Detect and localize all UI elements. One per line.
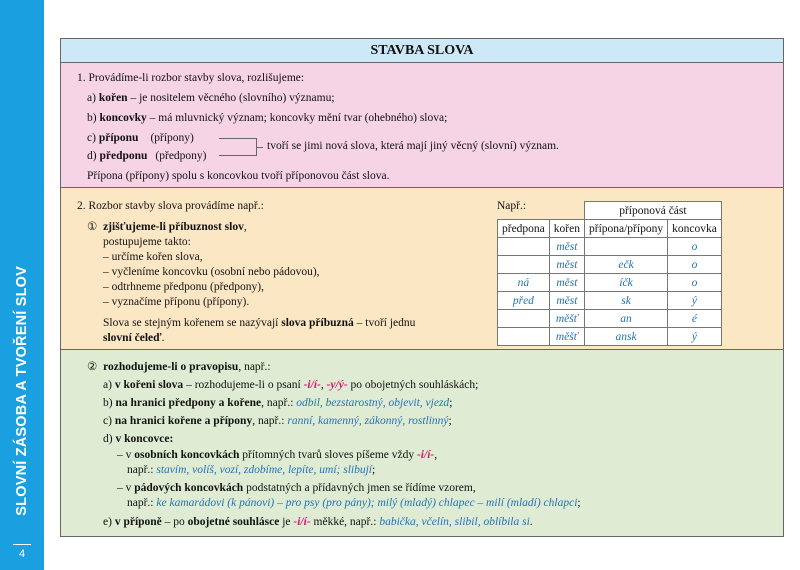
s3-point-2-num: ②	[87, 361, 98, 373]
table-cell: ý	[668, 292, 722, 310]
s2-family-text-2: – tvoří jednu	[353, 317, 416, 329]
s3-b-text: , např.:	[261, 397, 297, 409]
s1-bracket	[219, 138, 257, 156]
table-cell: ná	[498, 274, 550, 292]
s3-d1-end: ;	[372, 464, 376, 476]
s2-point-1-comma: ,	[243, 221, 247, 233]
s2-family-text: Slova se stejným kořenem se nazývají	[103, 317, 282, 329]
table-row	[498, 292, 722, 310]
s3-e-end: .	[529, 516, 533, 528]
s2-point-1	[87, 220, 247, 235]
table-cell: é	[668, 310, 722, 328]
table-cell	[498, 238, 550, 256]
s3-c-examples: ranní, kamenný, zákonný, rostlinný	[287, 415, 449, 427]
s3-d2	[117, 481, 476, 496]
s2-family-term-2: slovní čeleď	[103, 332, 162, 344]
sidebar	[0, 0, 44, 570]
s1-item-b	[87, 111, 447, 126]
s3-d2-l2-prefix: např.:	[127, 497, 157, 509]
table-cell	[498, 310, 550, 328]
s3-d1	[117, 448, 437, 463]
table-cell: ečk	[584, 256, 667, 274]
page-number-rule	[13, 544, 31, 545]
s1-d-term: předponu	[99, 150, 148, 162]
table-header-row	[498, 220, 722, 238]
s3-point-2	[87, 360, 271, 375]
s3-d2-text: podstatných a přídavných jmen se řídíme vzorem,	[243, 482, 476, 494]
content-frame	[60, 38, 784, 537]
table-cell: o	[668, 274, 722, 292]
s3-d1-term: osobních koncovkách	[134, 449, 240, 461]
s1-bracket-tick	[257, 147, 263, 148]
s3-a-text-2: po obojetných souhláskách;	[347, 379, 479, 391]
s1-d-text: (předpony)	[155, 150, 207, 162]
s2-step: – vyčleníme koncovku (osobní nebo pádovou),	[103, 266, 320, 278]
table-row	[498, 310, 722, 328]
s2-point-1-term: zjišťujeme-li příbuznost slov	[103, 221, 244, 233]
s3-e-examples: babička, včelín, slibil, oblíbila si	[379, 516, 530, 528]
s3-d1-l2	[127, 463, 375, 478]
s2-step: – vyznačíme příponu (přípony).	[103, 296, 250, 308]
s3-d1-text: přítomných tvarů sloves píšeme vždy	[239, 449, 417, 461]
table-group-row	[498, 202, 722, 220]
page-number: 4	[18, 548, 26, 560]
section-2	[61, 188, 783, 350]
s2-example-label: Např.:	[497, 200, 527, 212]
s3-a-text: – rozhodujeme-li o psaní	[183, 379, 304, 391]
table-cell	[498, 328, 550, 346]
table-cell: ý	[668, 328, 722, 346]
section-3	[61, 350, 783, 536]
s3-item-c	[103, 414, 452, 429]
s1-c-text: (přípony)	[150, 132, 194, 144]
table-header: koncovka	[668, 220, 722, 238]
s3-b-term: na hranici předpony a kořene	[115, 397, 262, 409]
s2-point-1-num: ①	[87, 221, 98, 233]
s3-item-d	[103, 432, 173, 447]
s3-point-2-term: rozhodujeme-li o pravopisu	[103, 361, 239, 373]
s3-item-b	[103, 396, 452, 411]
s3-d2-prefix: – v	[117, 482, 135, 494]
table-cell: měšť	[549, 310, 584, 328]
s3-d-prefix: d)	[103, 433, 116, 445]
table-cell: íčk	[584, 274, 667, 292]
s3-e-text-3: měkké, např.:	[310, 516, 380, 528]
s3-c-end: ;	[448, 415, 452, 427]
table-cell: měšť	[549, 328, 584, 346]
s1-a-prefix: a)	[87, 92, 99, 104]
table-row	[498, 256, 722, 274]
s3-d1-l2-prefix: např.:	[127, 464, 157, 476]
s1-b-prefix: b)	[87, 112, 100, 124]
s1-b-text: – má mluvnický význam; koncovky mění tvar (ohebného) slova;	[146, 112, 448, 124]
s1-bracket-note: tvoří se jimi nová slova, která mají jiný věcný (slovní) význam.	[267, 140, 559, 152]
s3-d2-end: ;	[577, 497, 581, 509]
s3-d-term: v koncovce:	[115, 433, 174, 445]
s3-item-a	[103, 378, 478, 393]
s3-e-text-2: je	[279, 516, 294, 528]
s3-d1-examples: stavím, volíš, vozí, zdobíme, lepíte, umí; slibují	[156, 464, 372, 476]
table-cell: o	[668, 256, 722, 274]
s1-b-term: koncovky	[99, 112, 147, 124]
table-cell: měst	[549, 292, 584, 310]
s3-e-term-2: obojetné souhlásce	[187, 516, 280, 528]
s3-c-prefix: c)	[103, 415, 115, 427]
s3-d2-term: pádových koncovkách	[134, 482, 244, 494]
s3-b-prefix: b)	[103, 397, 116, 409]
s1-a-text: – je nositelem věcného (slovního) významu;	[127, 92, 335, 104]
table-row	[498, 328, 722, 346]
table-cell	[498, 256, 550, 274]
s1-a-term: kořen	[98, 92, 128, 104]
s3-c-term: na hranici kořene a přípony	[114, 415, 253, 427]
s1-item-d	[87, 149, 207, 164]
table-cell: měst	[549, 238, 584, 256]
s3-d1-prefix: – v	[117, 449, 135, 461]
s3-a-highlight: -i/í-	[303, 379, 321, 391]
table-cell: měst	[549, 256, 584, 274]
s2-step: – odtrhneme předponu (předpony),	[103, 281, 264, 293]
sidebar-title-wrap	[8, 36, 36, 516]
table-cell: měst	[549, 274, 584, 292]
s3-b-examples: odbil, bezstarostný, objevit, vjezd	[296, 397, 450, 409]
table-cell: an	[584, 310, 667, 328]
table-group-header: příponová část	[584, 202, 721, 220]
s3-e-term: v příponě	[114, 516, 162, 528]
s3-b-end: ;	[449, 397, 453, 409]
s1-c-term: příponu	[98, 132, 139, 144]
s2-point-1-l2: postupujeme takto:	[103, 236, 191, 248]
table-cell: před	[498, 292, 550, 310]
s2-family-end: .	[161, 332, 165, 344]
s3-e-highlight: -i/í-	[293, 516, 311, 528]
s1-c-prefix: c)	[87, 132, 99, 144]
s3-d2-l2	[127, 496, 581, 511]
s3-d1-comma: ,	[434, 449, 438, 461]
s3-d1-highlight: -i/í-	[416, 449, 435, 461]
morpheme-table	[497, 201, 722, 346]
page-title: STAVBA SLOVA	[61, 39, 783, 63]
s2-family-l1	[103, 316, 415, 331]
s3-item-e	[103, 515, 533, 530]
s2-family-term: slova příbuzná	[281, 317, 354, 329]
s3-d2-examples: ke kamarádovi (k pánovi) – pro psy (pro pány); milý (mladý) chlapec – milí (mladí) chlapci	[156, 497, 578, 509]
s2-family-l2	[103, 331, 164, 346]
table-cell: o	[668, 238, 722, 256]
table-cell	[584, 238, 667, 256]
s2-intro: 2. Rozbor stavby slova provádíme např.:	[77, 200, 264, 212]
s3-a-term: v kořeni slova	[114, 379, 184, 391]
s3-e-prefix: e)	[103, 516, 115, 528]
s1-item-c	[87, 131, 194, 146]
section-1	[61, 63, 783, 188]
table-header: kořen	[549, 220, 584, 238]
s3-a-prefix: a)	[103, 379, 115, 391]
s3-point-2-text: , např.:	[238, 361, 271, 373]
s1-intro: 1. Provádíme-li rozbor stavby slova, rozlišujeme:	[77, 72, 305, 84]
table-header: předpona	[498, 220, 550, 238]
table-cell: ansk	[584, 328, 667, 346]
s3-e-text: – po	[161, 516, 188, 528]
s1-summary: Přípona (přípony) spolu s koncovkou tvoří příponovou část slova.	[87, 170, 390, 182]
table-row	[498, 274, 722, 292]
table-header: přípona/přípony	[584, 220, 667, 238]
s3-a-sep: ,	[320, 379, 327, 391]
table-cell: sk	[584, 292, 667, 310]
s2-step: – určíme kořen slova,	[103, 251, 203, 263]
table-row	[498, 238, 722, 256]
sidebar-title: SLOVNÍ ZÁSOBA A TVOŘENÍ SLOV	[14, 266, 30, 516]
s1-item-a	[87, 91, 335, 106]
s3-a-highlight-2: -y/ý-	[326, 379, 348, 391]
s1-d-prefix: d)	[87, 150, 100, 162]
s3-c-text: , např.:	[252, 415, 288, 427]
table-empty-cell	[498, 202, 585, 220]
